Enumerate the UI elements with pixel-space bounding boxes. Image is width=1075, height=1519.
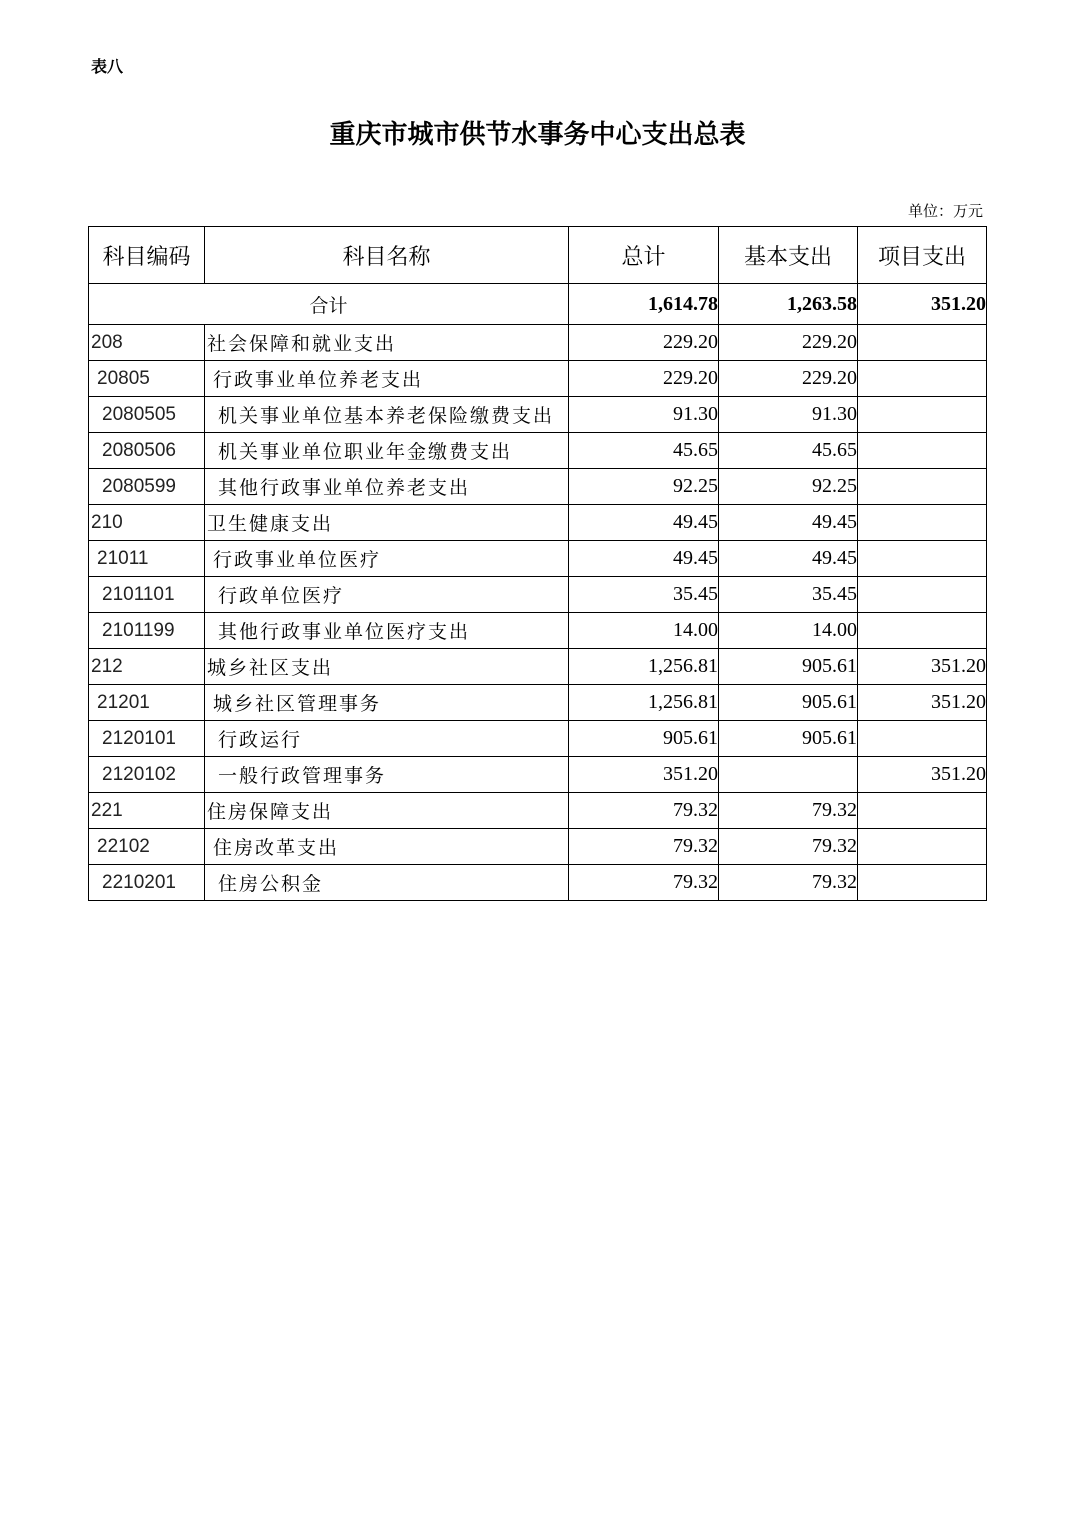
basic-cell: 49.45 <box>719 541 858 577</box>
name-cell: 机关事业单位基本养老保险缴费支出 <box>205 397 569 433</box>
basic-cell: 905.61 <box>719 685 858 721</box>
name-cell: 行政事业单位养老支出 <box>205 361 569 397</box>
column-header-basic: 基本支出 <box>719 227 858 284</box>
total-project: 351.20 <box>858 284 987 325</box>
total-cell: 49.45 <box>569 505 719 541</box>
project-cell: 351.20 <box>858 685 987 721</box>
name-cell: 社会保障和就业支出 <box>205 325 569 361</box>
code-cell: 2101199 <box>89 613 205 649</box>
total-cell: 351.20 <box>569 757 719 793</box>
page-title: 重庆市城市供节水事务中心支出总表 <box>329 120 746 150</box>
column-header-name: 科目名称 <box>205 227 569 284</box>
project-cell <box>858 397 987 433</box>
table-row <box>89 829 987 865</box>
header-row <box>89 227 987 284</box>
basic-cell: 905.61 <box>719 721 858 757</box>
total-cell: 14.00 <box>569 613 719 649</box>
code-cell: 2101101 <box>89 577 205 613</box>
code-cell: 212 <box>89 649 205 685</box>
name-cell: 城乡社区管理事务 <box>205 685 569 721</box>
total-cell: 92.25 <box>569 469 719 505</box>
name-cell: 行政单位医疗 <box>205 577 569 613</box>
name-cell: 行政运行 <box>205 721 569 757</box>
project-cell <box>858 577 987 613</box>
total-row <box>89 284 987 325</box>
name-cell: 行政事业单位医疗 <box>205 541 569 577</box>
code-cell: 22102 <box>89 829 205 865</box>
basic-cell: 49.45 <box>719 505 858 541</box>
name-cell: 一般行政管理事务 <box>205 757 569 793</box>
total-cell: 1,256.81 <box>569 685 719 721</box>
total-cell: 45.65 <box>569 433 719 469</box>
table-row <box>89 865 987 901</box>
code-cell: 21201 <box>89 685 205 721</box>
project-cell: 351.20 <box>858 649 987 685</box>
basic-cell: 35.45 <box>719 577 858 613</box>
table-body <box>89 284 987 901</box>
code-cell: 221 <box>89 793 205 829</box>
total-basic: 1,263.58 <box>719 284 858 325</box>
table-row <box>89 397 987 433</box>
total-cell: 79.32 <box>569 793 719 829</box>
column-header-project: 项目支出 <box>858 227 987 284</box>
project-cell <box>858 505 987 541</box>
name-cell: 城乡社区支出 <box>205 649 569 685</box>
total-label: 合计 <box>89 284 569 325</box>
name-cell: 住房公积金 <box>205 865 569 901</box>
code-cell: 20805 <box>89 361 205 397</box>
basic-cell: 45.65 <box>719 433 858 469</box>
name-cell: 机关事业单位职业年金缴费支出 <box>205 433 569 469</box>
name-cell: 其他行政事业单位医疗支出 <box>205 613 569 649</box>
name-cell: 其他行政事业单位养老支出 <box>205 469 569 505</box>
column-header-code: 科目编码 <box>89 227 205 284</box>
code-cell: 2080599 <box>89 469 205 505</box>
total-cell: 229.20 <box>569 325 719 361</box>
code-cell: 210 <box>89 505 205 541</box>
total-cell: 35.45 <box>569 577 719 613</box>
basic-cell: 79.32 <box>719 865 858 901</box>
project-cell <box>858 361 987 397</box>
table-row <box>89 469 987 505</box>
expenditure-table <box>88 226 987 901</box>
project-cell <box>858 325 987 361</box>
basic-cell: 79.32 <box>719 829 858 865</box>
table-row <box>89 757 987 793</box>
total-sum: 1,614.78 <box>569 284 719 325</box>
table-row <box>89 541 987 577</box>
table-row <box>89 721 987 757</box>
project-cell <box>858 541 987 577</box>
code-cell: 208 <box>89 325 205 361</box>
unit-label: 单位：万元 <box>907 202 983 220</box>
table-row <box>89 433 987 469</box>
total-cell: 49.45 <box>569 541 719 577</box>
basic-cell <box>719 757 858 793</box>
total-cell: 229.20 <box>569 361 719 397</box>
basic-cell: 14.00 <box>719 613 858 649</box>
project-cell: 351.20 <box>858 757 987 793</box>
table-row <box>89 685 987 721</box>
basic-cell: 229.20 <box>719 325 858 361</box>
name-cell: 住房保障支出 <box>205 793 569 829</box>
total-cell: 79.32 <box>569 829 719 865</box>
project-cell <box>858 613 987 649</box>
basic-cell: 905.61 <box>719 649 858 685</box>
total-cell: 905.61 <box>569 721 719 757</box>
basic-cell: 79.32 <box>719 793 858 829</box>
total-cell: 79.32 <box>569 865 719 901</box>
project-cell <box>858 433 987 469</box>
table-label: 表八 <box>91 57 124 76</box>
project-cell <box>858 865 987 901</box>
project-cell <box>858 829 987 865</box>
name-cell: 卫生健康支出 <box>205 505 569 541</box>
code-cell: 2210201 <box>89 865 205 901</box>
total-cell: 91.30 <box>569 397 719 433</box>
total-cell: 1,256.81 <box>569 649 719 685</box>
table-row <box>89 505 987 541</box>
code-cell: 2080506 <box>89 433 205 469</box>
name-cell: 住房改革支出 <box>205 829 569 865</box>
column-header-total: 总计 <box>569 227 719 284</box>
basic-cell: 229.20 <box>719 361 858 397</box>
table-row <box>89 793 987 829</box>
code-cell: 2120101 <box>89 721 205 757</box>
project-cell <box>858 793 987 829</box>
table-row <box>89 361 987 397</box>
project-cell <box>858 469 987 505</box>
code-cell: 2080505 <box>89 397 205 433</box>
code-cell: 21011 <box>89 541 205 577</box>
table-row <box>89 613 987 649</box>
code-cell: 2120102 <box>89 757 205 793</box>
table-row <box>89 577 987 613</box>
basic-cell: 91.30 <box>719 397 858 433</box>
table-row <box>89 649 987 685</box>
basic-cell: 92.25 <box>719 469 858 505</box>
project-cell <box>858 721 987 757</box>
table-row <box>89 325 987 361</box>
